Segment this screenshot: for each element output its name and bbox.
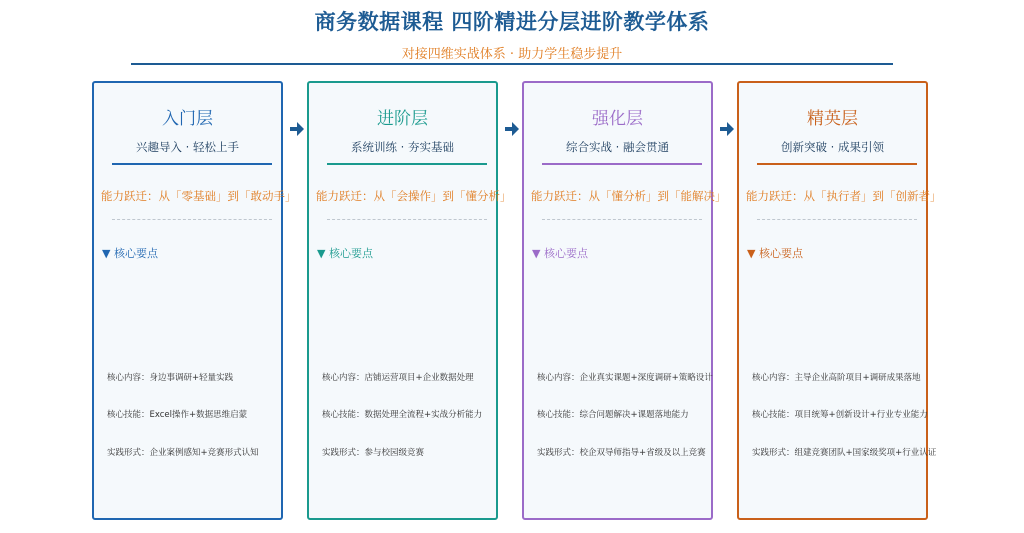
- ability-leap-text: 能力跃迁：从「懂分析」到「能解决」: [531, 189, 727, 203]
- core-skill-row: 核心技能：Excel操作+数据思维启蒙: [107, 410, 248, 420]
- practice-form-row: 实践形式：参与校园级竞赛: [322, 448, 425, 458]
- core-content-row: 核心内容：主导企业高阶项目+调研成果落地: [752, 373, 921, 383]
- layer-tagline: 创新突破 · 成果引领: [781, 140, 884, 154]
- diagram-subtitle: 对接四维实战体系 · 助力学生稳步提升: [401, 47, 623, 62]
- arrow-shape: [720, 122, 734, 136]
- dashed-divider: [757, 219, 917, 220]
- practice-form-row: 实践形式：组建竞赛团队+国家级奖项+行业认证: [752, 448, 937, 458]
- layer-divider: [757, 163, 917, 165]
- core-content-row: 核心内容：身边事调研+轻量实践: [107, 373, 234, 383]
- layer-tagline: 系统训练 · 夯实基础: [351, 140, 454, 154]
- practice-form-row: 实践形式：校企双导师指导+省级及以上竞赛: [537, 448, 706, 458]
- key-points-heading: ▼ 核心要点: [102, 247, 158, 260]
- layer-divider: [112, 163, 272, 165]
- layer-card-advanced: [307, 81, 512, 520]
- diagram-title: 商务数据课程 四阶精进分层进阶教学体系: [314, 10, 710, 34]
- dashed-divider: [542, 219, 702, 220]
- core-skill-row: 核心技能：项目统筹+创新设计+行业专业能力: [752, 410, 928, 420]
- core-content-row: 核心内容：店铺运营项目+企业数据处理: [322, 373, 474, 383]
- title-underline: [131, 63, 893, 65]
- arrow-right-icon: [504, 120, 520, 138]
- layer-name: 入门层: [162, 109, 213, 129]
- layer-card-entry: [92, 81, 297, 520]
- arrow-right-icon: [719, 120, 735, 138]
- dashed-divider: [327, 219, 487, 220]
- arrow-right-icon: [289, 120, 305, 138]
- key-points-heading: ▼ 核心要点: [747, 247, 803, 260]
- core-skill-row: 核心技能：数据处理全流程+实战分析能力: [322, 410, 483, 420]
- core-content-row: 核心内容：企业真实课题+深度调研+策略设计: [537, 373, 713, 383]
- key-points-heading: ▼ 核心要点: [317, 247, 373, 260]
- layer-card-intensive: [522, 81, 727, 520]
- key-points-heading: ▼ 核心要点: [532, 247, 588, 260]
- layer-divider: [542, 163, 702, 165]
- layer-tagline: 综合实战 · 融会贯通: [566, 140, 669, 154]
- layer-card-elite: [737, 81, 942, 520]
- layer-name: 进阶层: [377, 109, 428, 129]
- dashed-divider: [112, 219, 272, 220]
- layer-tagline: 兴趣导入 · 轻松上手: [136, 140, 239, 154]
- layer-divider: [327, 163, 487, 165]
- layer-name: 强化层: [592, 109, 643, 129]
- core-skill-row: 核心技能：综合问题解决+课题落地能力: [537, 410, 689, 420]
- layer-name: 精英层: [807, 109, 858, 129]
- arrow-shape: [290, 122, 304, 136]
- ability-leap-text: 能力跃迁：从「零基础」到「敢动手」: [101, 189, 297, 203]
- practice-form-row: 实践形式：企业案例感知+竞赛形式认知: [107, 448, 259, 458]
- ability-leap-text: 能力跃迁：从「会操作」到「懂分析」: [316, 189, 512, 203]
- ability-leap-text: 能力跃迁：从「执行者」到「创新者」: [746, 189, 942, 203]
- arrow-shape: [505, 122, 519, 136]
